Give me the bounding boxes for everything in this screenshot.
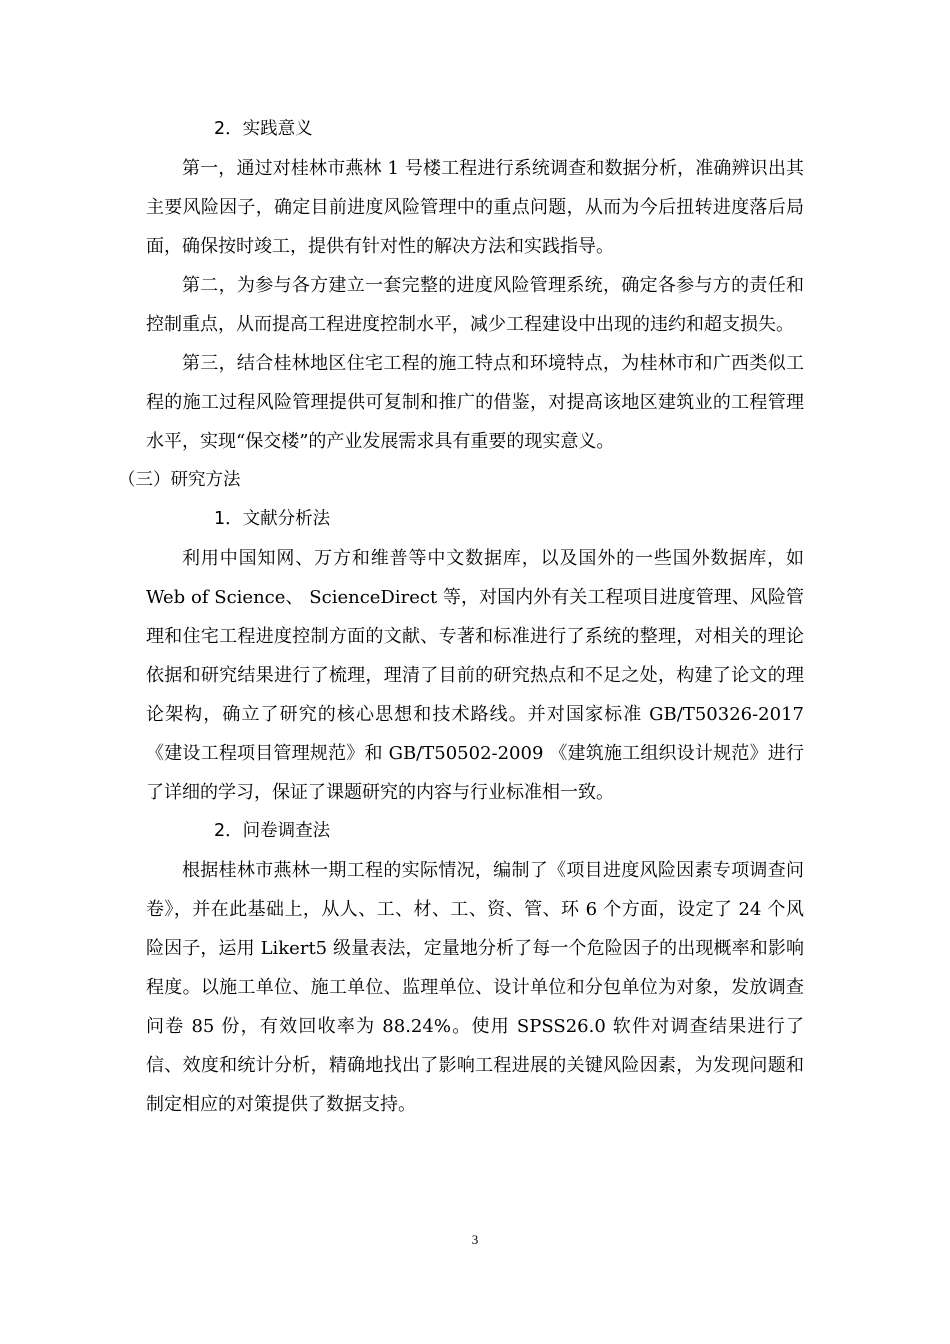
- practice-significance-heading: 2．实践意义: [214, 119, 313, 139]
- practice-paragraph-3: 第三，结合桂林地区住宅工程的施工特点和环境特点，为桂林市和广西类似工程的施工过程风险管理提供可复制和推广的借鉴，对提高该地区建筑业的工程管理水平，实现“保交楼”的产业发展需求具有重要的现实意义。: [146, 353, 804, 452]
- practice-paragraph-1: 第一，通过对桂林市燕林 1 号楼工程进行系统调查和数据分析，准确辨识出其主要风险因子，确定目前进度风险管理中的重点问题，从而为今后扭转进度落后局面，确保按时竣工，提供有针对性的解决方法和实践指导。: [146, 158, 804, 257]
- practice-paragraph-2: 第二，为参与各方建立一套完整的进度风险管理系统，确定各参与方的责任和控制重点，从而提高工程进度控制水平，减少工程建设中出现的违约和超支损失。: [146, 275, 804, 335]
- questionnaire-paragraph: 根据桂林市燕林一期工程的实际情况，编制了《项目进度风险因素专项调查问卷》，并在此基础上，从人、工、材、工、资、管、环 6 个方面，设定了 24 个风险因子，运用 Likert5 级量表法，定量地分析了每一个危险因子的出现概率和影响程度。以施工单位、施工单位、监理单位、设计单位和分包单位为对象，发放调查问卷 85 份，有效回收率为 88.24%。使用 SPSS26.0 软件对调查结果进行了信、效度和统计分析，精确地找出了影响工程进展的关键风险因素，为发现问题和制定相应的对策提供了数据支持。: [146, 860, 804, 1115]
- literature-analysis-heading: 1．文献分析法: [214, 509, 331, 529]
- questionnaire-heading: 2．问卷调查法: [214, 821, 331, 841]
- document-body: [118, 110, 804, 1124]
- literature-analysis-paragraph: 利用中国知网、万方和维普等中文数据库，以及国外的一些国外数据库，如 Web of Science、 ScienceDirect 等，对国内外有关工程项目进度管理、风险管理和住宅工程进度控制方面的文献、专著和标准进行了系统的整理，对相关的理论依据和研究结果进行了梳理，理清了目前的研究热点和不足之处，构建了论文的理论架构，确立了研究的核心思想和技术路线。并对国家标准 GB/T50326-2017 《建设工程项目管理规范》和 GB/T50502-2009 《建筑施工组织设计规范》进行了详细的学习，保证了课题研究的内容与行业标准相一致。: [146, 548, 804, 803]
- page-number: 3: [471, 1232, 479, 1247]
- research-methods-heading: （三）研究方法: [118, 470, 241, 490]
